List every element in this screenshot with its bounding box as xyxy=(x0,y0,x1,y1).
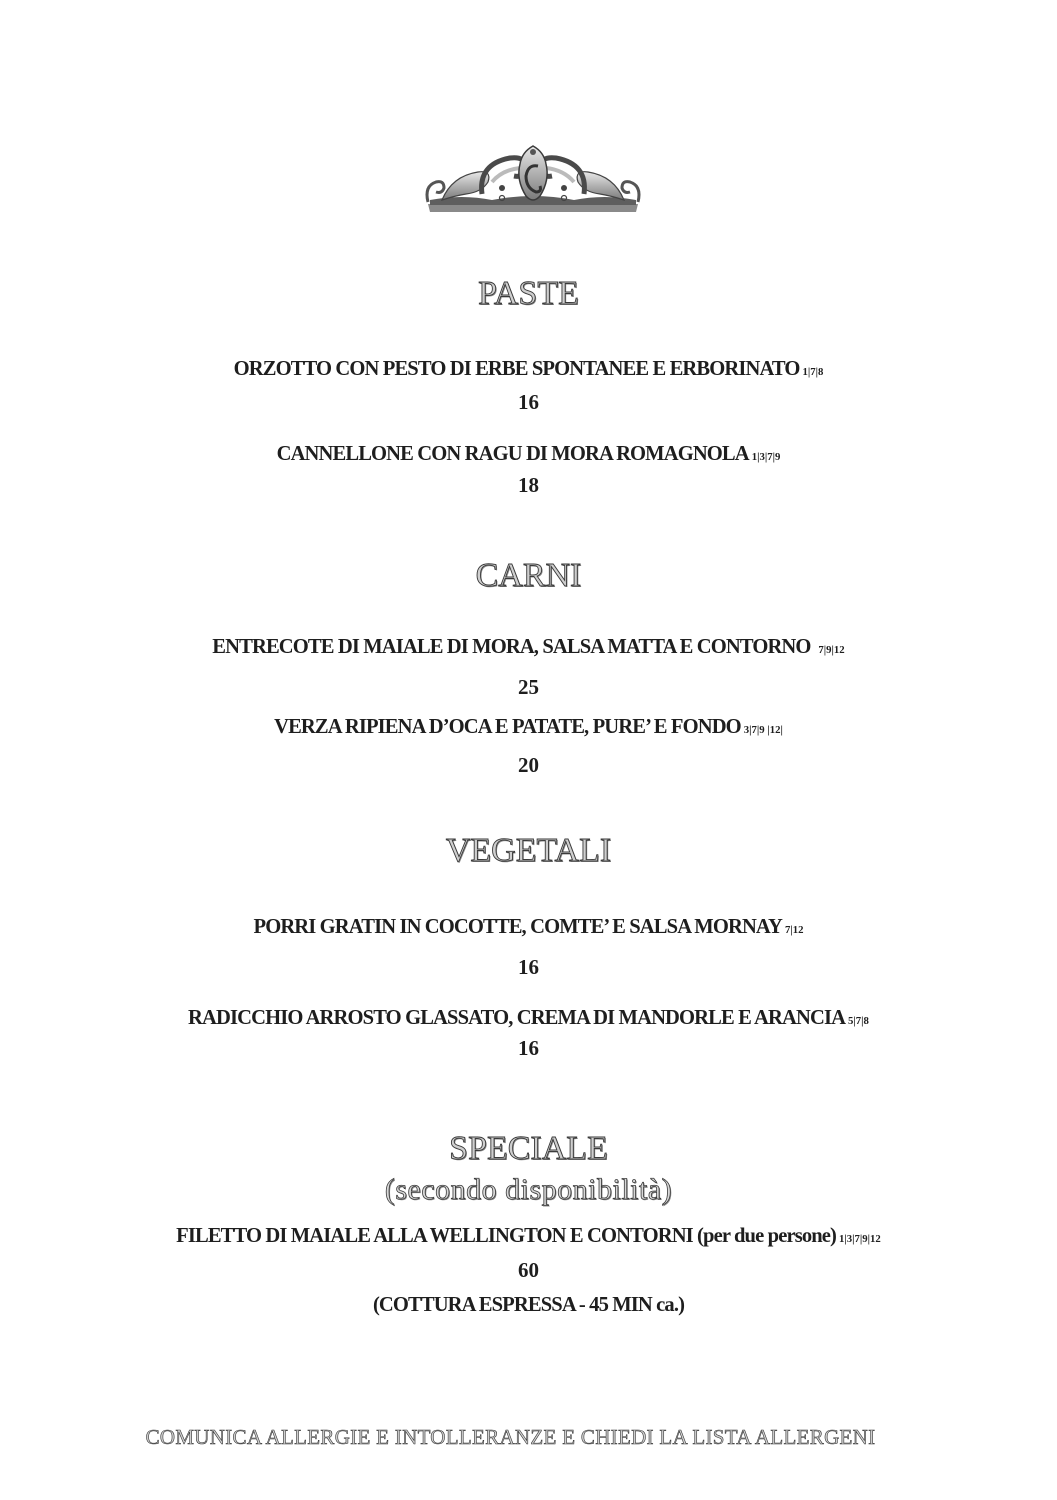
section-title-speciale: SPECIALE xyxy=(449,1130,608,1167)
section-title-vegetali: VEGETALI xyxy=(445,832,612,869)
baroque-crest-ornament-icon xyxy=(422,142,644,217)
dish-name: ORZOTTO CON PESTO DI ERBE SPONTANEE E ERBORINATO xyxy=(233,356,800,380)
menu-item-price: 60 xyxy=(518,1258,539,1282)
dish-name: PORRI GRATIN IN COCOTTE, COMTE’ E SALSA MORNAY xyxy=(253,914,782,938)
dish-name: CANNELLONE CON RAGU DI MORA ROMAGNOLA xyxy=(276,441,749,465)
menu-item-price: 25 xyxy=(518,675,539,699)
allergen-codes: 1|3|7|9 xyxy=(751,451,781,463)
dish-name: VERZA RIPIENA D’OCA E PATATE, PURE’ E FONDO xyxy=(274,714,741,738)
allergen-codes: 1|3|7|9|12 xyxy=(838,1233,881,1245)
allergen-codes: 7|12 xyxy=(784,924,804,936)
menu-item-price: 16 xyxy=(518,390,539,414)
menu-item-price: 18 xyxy=(518,473,539,497)
menu-item-note: (COTTURA ESPRESSA - 45 MIN ca.) xyxy=(372,1292,685,1316)
menu-item-price: 20 xyxy=(518,753,539,777)
menu-item-name xyxy=(11,914,1047,939)
section-title-carni: CARNI xyxy=(475,557,582,594)
menu-item-name xyxy=(11,714,1047,739)
menu-item-name xyxy=(11,356,1047,381)
dish-name: ENTRECOTE DI MAIALE DI MORA, SALSA MATTA E CONTORNO xyxy=(212,634,811,658)
allergen-codes: 3|7|9 |12| xyxy=(743,724,783,736)
allergen-codes: 7|9|12 xyxy=(818,644,845,656)
allergen-codes: 1|7|8 xyxy=(802,366,824,378)
menu-item-price: 16 xyxy=(518,955,539,979)
dish-name: RADICCHIO ARROSTO GLASSATO, CREMA DI MANDORLE E ARANCIA xyxy=(188,1005,846,1029)
allergen-codes: 5|7|8 xyxy=(848,1015,869,1027)
section-subtitle: (secondo disponibilità) xyxy=(384,1173,673,1206)
menu-item-name xyxy=(11,1005,1047,1030)
section-title-paste: PASTE xyxy=(478,275,579,312)
allergy-notice: COMUNICA ALLERGIE E INTOLLERANZE E CHIEDI LA LISTA ALLERGENI xyxy=(145,1425,876,1449)
menu-item-name xyxy=(11,441,1047,466)
menu-item-name xyxy=(11,1223,1047,1248)
dish-name: FILETTO DI MAIALE ALLA WELLINGTON E CONTORNI (per due persone) xyxy=(176,1223,837,1247)
menu-item-name xyxy=(11,634,1047,659)
menu-item-price: 16 xyxy=(518,1036,539,1060)
